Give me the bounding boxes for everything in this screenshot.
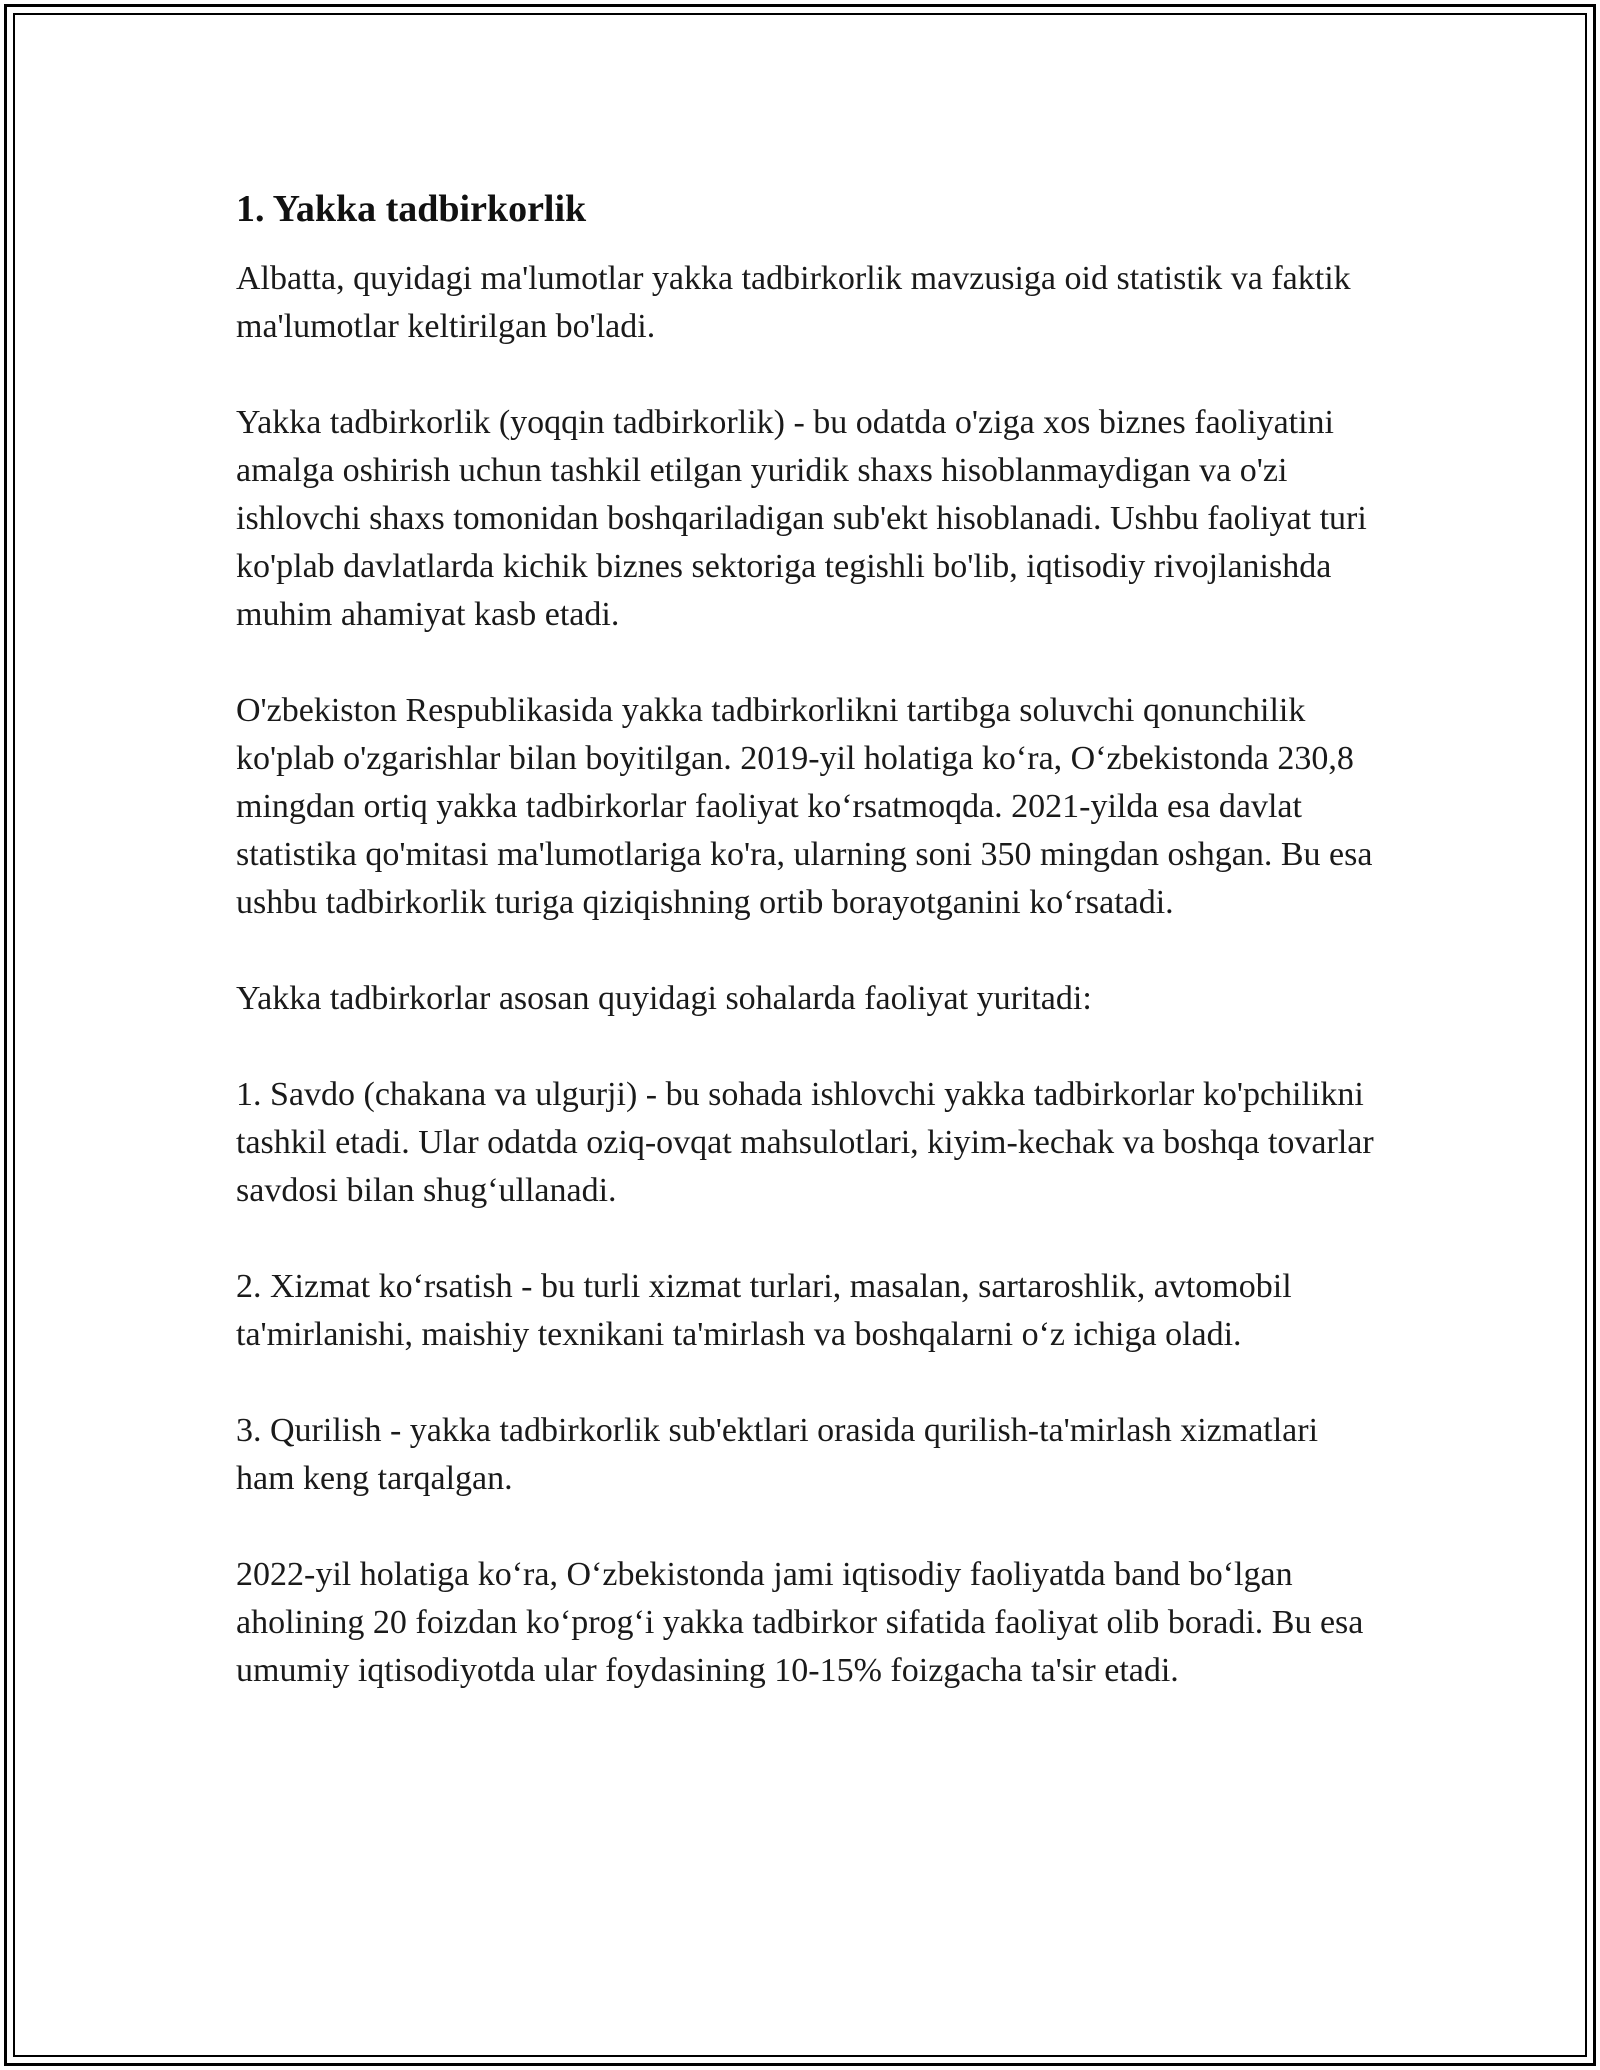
sector-item-construction: 3. Qurilish - yakka tadbirkorlik sub'ektlari orasida qurilish-ta'mirlash xizmatlari ham keng tarqalgan. xyxy=(236,1412,1319,1497)
conclusion-paragraph: 2022-yil holatiga ko‘ra, O‘zbekistonda jami iqtisodiy faoliyatda band bo‘lgan aholining 20 foizdan ko‘prog‘i yakka tadbirkor sifatida faoliyat olib boradi. Bu esa umumiy iqtisodiyotda ular foydasining 10-15% foizgacha ta'sir etadi. xyxy=(236,1556,1364,1689)
section-heading: 1. Yakka tadbirkorlik xyxy=(236,188,587,230)
sector-item-services: 2. Xizmat ko‘rsatish - bu turli xizmat turlari, masalan, sartaroshlik, avtomobil ta'mirlanishi, maishiy texnikani ta'mirlash va boshqalarni o‘z ichiga oladi. xyxy=(236,1268,1292,1353)
statistics-paragraph: O'zbekiston Respublikasida yakka tadbirkorlikni tartibga soluvchi qonunchilik ko'plab o'zgarishlar bilan boyitilgan. 2019-yil holatiga ko‘ra, O‘zbekistonda 230,8 mingdan ortiq yakka tadbirkorlar faoliyat ko‘rsatmoqda. 2021-yilda esa davlat statistika qo'mitasi ma'lumotlariga ko'ra, ularning soni 350 mingdan oshgan. Bu esa ushbu tadbirkorlik turiga qiziqishning ortib borayotganini ko‘rsatadi. xyxy=(236,692,1373,921)
intro-paragraph: Albatta, quyidagi ma'lumotlar yakka tadbirkorlik mavzusiga oid statistik va faktik ma'lumotlar keltirilgan bo'ladi. xyxy=(236,260,1351,345)
sectors-intro-paragraph: Yakka tadbirkorlar asosan quyidagi sohalarda faoliyat yuritadi: xyxy=(236,980,1092,1017)
document-body xyxy=(236,185,1376,1695)
sector-item-trade: 1. Savdo (chakana va ulgurji) - bu sohada ishlovchi yakka tadbirkorlar ko'pchilikni tashkil etadi. Ular odatda oziq-ovqat mahsulotlari, kiyim-kechak va boshqa tovarlar savdosi bilan shug‘ullanadi. xyxy=(236,1076,1374,1209)
definition-paragraph: Yakka tadbirkorlik (yoqqin tadbirkorlik) - bu odatda o'ziga xos biznes faoliyatini amalga oshirish uchun tashkil etilgan yuridik shaxs hisoblanmaydigan va o'zi ishlovchi shaxs tomonidan boshqariladigan sub'ekt hisoblanadi. Ushbu faoliyat turi ko'plab davlatlarda kichik biznes sektoriga tegishli bo'lib, iqtisodiy rivojlanishda muhim ahamiyat kasb etadi. xyxy=(236,404,1367,633)
